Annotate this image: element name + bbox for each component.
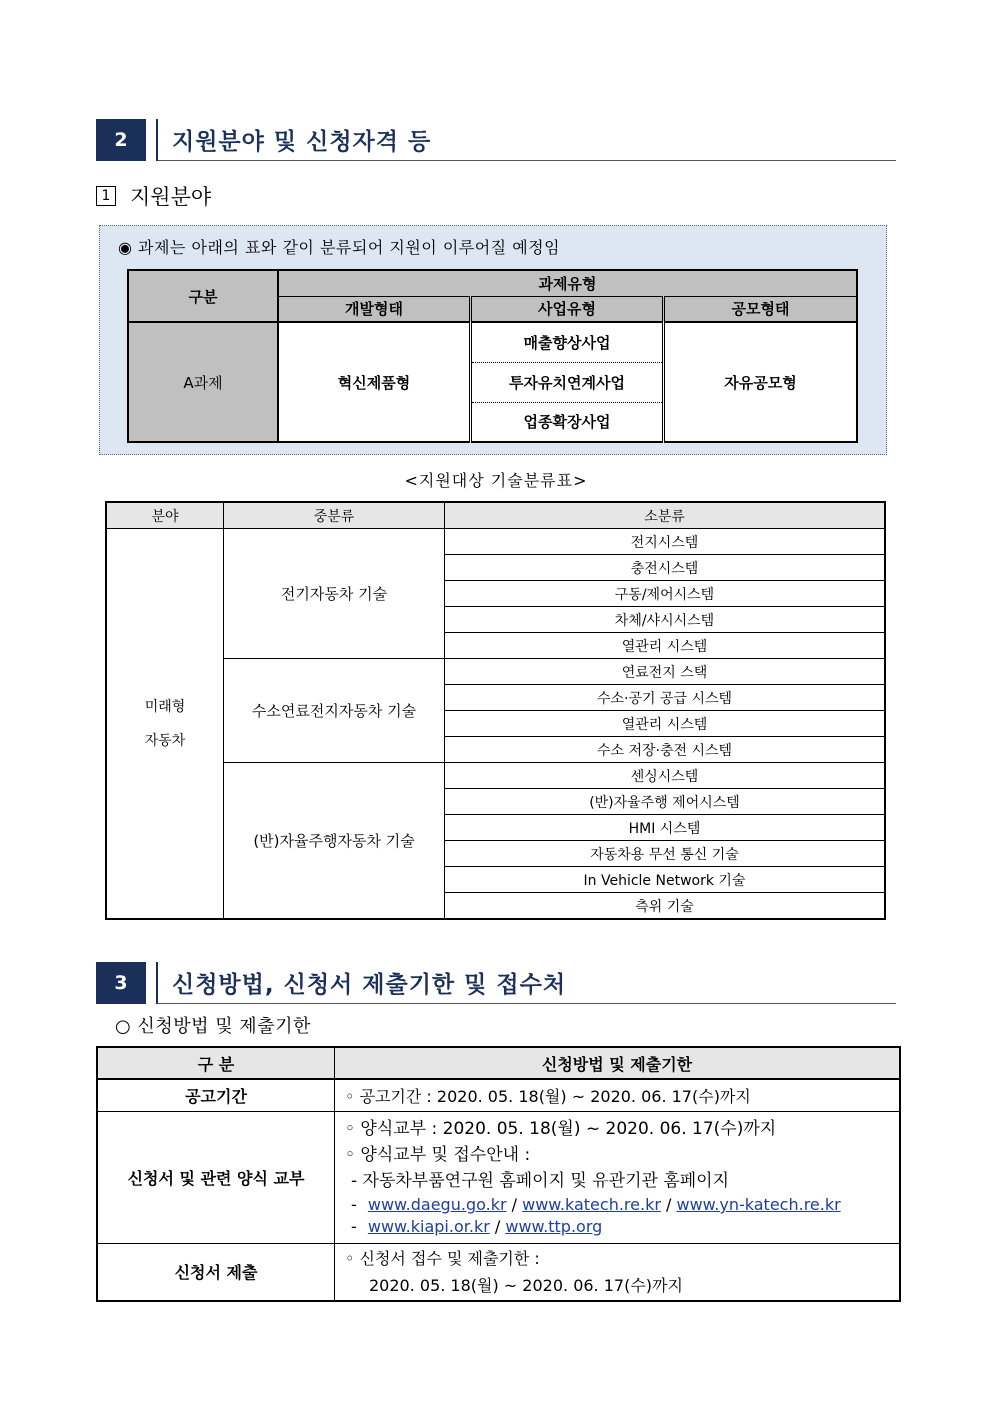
item-cell: 충전시스템 <box>445 555 886 581</box>
field-cell <box>106 529 224 920</box>
field-line: 미래형 <box>144 698 186 715</box>
subheading-method: ○ 신청방법 및 제출기한 <box>115 1016 311 1037</box>
header-cell: 구분 <box>128 270 278 322</box>
content-line: ◦ 신청서 접수 및 제출기한 : <box>345 1248 540 1268</box>
item-cell: 수소·공기 공급 시스템 <box>445 685 886 711</box>
header-cell: 중분류 <box>224 502 445 529</box>
divider <box>156 962 158 1004</box>
content-line: 2020. 05. 18(월) ~ 2020. 06. 17(수)까지 <box>369 1275 683 1295</box>
row-content <box>335 1243 901 1301</box>
divider <box>156 119 158 161</box>
item-cell: 수소 저장·충전 시스템 <box>445 737 886 763</box>
content-line: - 자동차부품연구원 홈페이지 및 유관기관 홈페이지 <box>351 1171 730 1191</box>
row-content <box>335 1111 901 1243</box>
biz-type-cell: 투자유치연계사업 <box>471 362 664 402</box>
section-number: 3 <box>96 962 146 1004</box>
dev-type-cell: 혁신제품형 <box>278 322 471 442</box>
content-line: ◦ 양식교부 및 접수안내 : <box>345 1145 531 1165</box>
subheading-support-field <box>96 184 211 208</box>
section-title: 지원분야 및 신청자격 등 <box>172 129 432 155</box>
dash: - <box>351 1195 357 1214</box>
task-type-table <box>127 269 858 443</box>
row-label: 신청서 제출 <box>97 1243 335 1301</box>
header-cell: 소분류 <box>445 502 886 529</box>
contest-type-cell: 자유공모형 <box>724 373 797 392</box>
underline <box>158 1003 896 1004</box>
underline <box>158 160 896 161</box>
item-cell: 자동차용 무선 통신 기술 <box>445 841 886 867</box>
box-number: 1 <box>96 186 116 206</box>
subheading-title: 지원분야 <box>130 185 212 209</box>
section2-header <box>96 119 896 161</box>
header-cell: 신청방법 및 제출기한 <box>335 1047 901 1079</box>
item-cell: 열관리 시스템 <box>445 711 886 737</box>
item-cell: (반)자율주행 제어시스템 <box>445 789 886 815</box>
subcategory-cell: 전기자동차 기술 <box>224 529 445 659</box>
row-label: 신청서 및 관련 양식 교부 <box>97 1111 335 1243</box>
link-kiapi[interactable]: www.kiapi.or.kr <box>367 1217 490 1236</box>
header-cell: 사업유형 <box>471 296 664 322</box>
item-cell: 전지시스템 <box>445 529 886 555</box>
dash: - <box>351 1217 357 1236</box>
item-cell: 측위 기술 <box>445 893 886 920</box>
note-box <box>99 225 887 455</box>
item-cell: 센싱시스템 <box>445 763 886 789</box>
tech-classification-table <box>105 501 886 920</box>
link-line <box>345 1216 899 1238</box>
link-ttp[interactable]: www.ttp.org <box>505 1217 603 1236</box>
note-text: ◉ 과제는 아래의 표와 같이 분류되어 지원이 이루어질 예정임 <box>118 238 561 257</box>
application-table <box>96 1046 901 1302</box>
item-cell: HMI 시스템 <box>445 815 886 841</box>
separator: / <box>666 1195 672 1214</box>
section-number: 2 <box>96 119 146 161</box>
link-daegu[interactable]: www.daegu.go.kr <box>367 1195 507 1214</box>
link-yn-katech[interactable]: www.yn-katech.re.kr <box>676 1195 841 1214</box>
field-line: 자동차 <box>144 732 186 749</box>
item-cell: 연료전지 스택 <box>445 659 886 685</box>
subcategory-cell: 수소연료전지자동차 기술 <box>224 659 445 763</box>
header-cell: 과제유형 <box>278 270 857 296</box>
separator: / <box>511 1195 518 1214</box>
header-cell: 분야 <box>106 502 224 529</box>
header-cell: 개발형태 <box>278 296 471 322</box>
header-cell: 공모형태 <box>664 296 858 322</box>
row-label: 공고기간 <box>97 1079 335 1111</box>
content-line: ◦ 양식교부 : 2020. 05. 18(월) ~ 2020. 06. 17(수)까지 <box>345 1119 777 1139</box>
item-cell: 구동/제어시스템 <box>445 581 886 607</box>
table-caption: <지원대상 기술분류표> <box>404 471 588 490</box>
item-cell: 열관리 시스템 <box>445 633 886 659</box>
row-label: A과제 <box>128 322 278 442</box>
subcategory-cell: (반)자율주행자동차 기술 <box>224 763 445 920</box>
section3-header <box>96 962 896 1004</box>
biz-type-cell: 업종확장사업 <box>471 402 664 442</box>
header-cell: 구 분 <box>97 1047 335 1079</box>
link-katech[interactable]: www.katech.re.kr <box>522 1195 661 1214</box>
link-line <box>345 1194 899 1216</box>
separator: / <box>494 1217 501 1236</box>
section-title: 신청방법, 신청서 제출기한 및 접수처 <box>172 972 567 998</box>
item-cell: 차체/샤시시스템 <box>445 607 886 633</box>
row-content: ◦ 공고기간 : 2020. 05. 18(월) ~ 2020. 06. 17(수)까지 <box>335 1079 901 1111</box>
item-cell: In Vehicle Network 기술 <box>445 867 886 893</box>
biz-type-cell: 매출향상사업 <box>471 322 664 362</box>
